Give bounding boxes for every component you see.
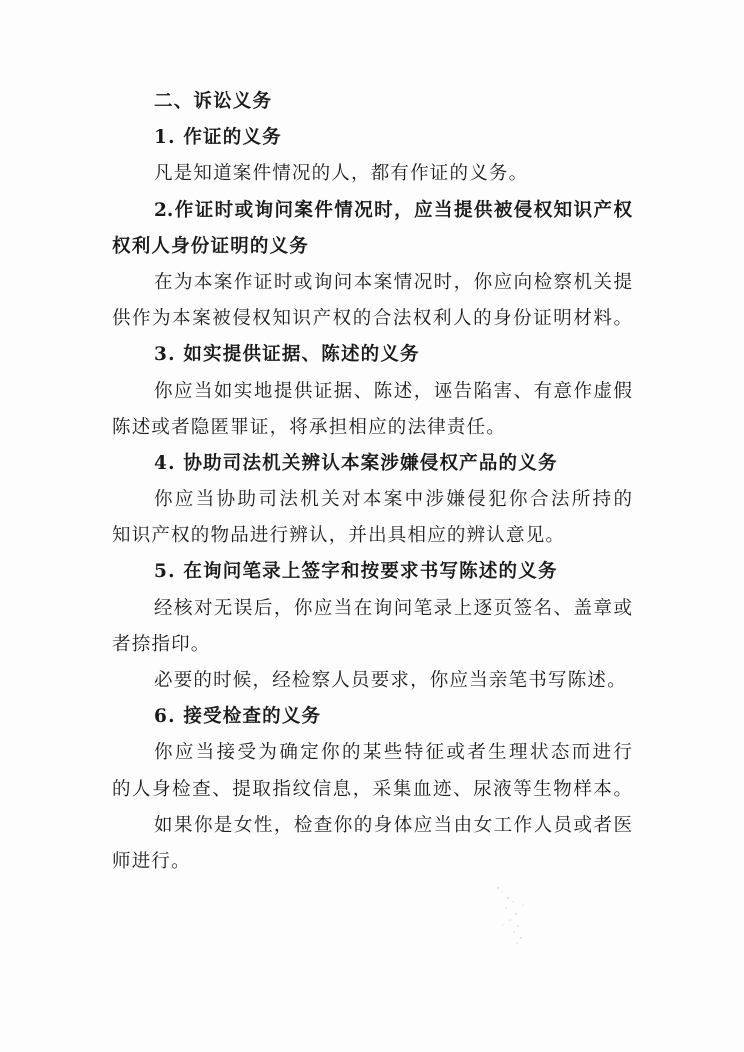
- item-heading-3: 3. 如实提供证据、陈述的义务: [154, 344, 420, 366]
- paragraph-line: 如果你是女性，检查你的身体应当由女工作人员或者医: [154, 814, 632, 836]
- item-heading-2-line-2: 权利人身份证明的义务: [112, 235, 310, 257]
- paragraph-line: 你应当如实地提供证据、陈述，诬告陷害、有意作虚假: [154, 380, 632, 402]
- document-body: [112, 84, 632, 880]
- paragraph-line: 凡是知道案件情况的人，都有作证的义务。: [154, 163, 529, 185]
- item-heading-4: 4. 协助司法机关辨认本案涉嫌侵权产品的义务: [154, 452, 558, 474]
- paragraph-line: 你应当接受为确定你的某些特征或者生理状态而进行: [154, 742, 632, 764]
- paragraph-line: 你应当协助司法机关对本案中涉嫌侵犯你合法所持的: [154, 489, 632, 511]
- paragraph-line: 的人身检查、提取指纹信息，采集血迹、尿液等生物样本。: [112, 778, 632, 800]
- paragraph-line: 供作为本案被侵权知识产权的合法权利人的身份证明材料。: [112, 308, 632, 330]
- item-heading-6: 6. 接受检查的义务: [154, 706, 322, 728]
- section-heading: 二、诉讼义务: [154, 91, 273, 112]
- paragraph-line: 经核对无误后，你应当在询问笔录上逐页签名、盖章或: [154, 597, 632, 619]
- item-heading-5: 5. 在询问笔录上签字和按要求书写陈述的义务: [154, 561, 558, 583]
- paragraph-line: 师进行。: [112, 850, 191, 872]
- paragraph-line: 者捺指印。: [112, 633, 211, 655]
- paragraph-line: 必要的时候，经检察人员要求，你应当亲笔书写陈述。: [154, 670, 627, 691]
- paragraph-line: 知识产权的物品进行辨认，并出具相应的辨认意见。: [112, 525, 566, 547]
- scan-speckle: [488, 880, 538, 950]
- item-heading-2-line-1: 2.作证时或询问案件情况时，应当提供被侵权知识产权: [154, 199, 632, 221]
- paragraph-line: 在为本案作证时或询问本案情况时，你应向检察机关提: [154, 271, 632, 293]
- item-heading-1: 1. 作证的义务: [154, 127, 282, 149]
- paragraph-line: 陈述或者隐匿罪证，将承担相应的法律责任。: [112, 416, 507, 438]
